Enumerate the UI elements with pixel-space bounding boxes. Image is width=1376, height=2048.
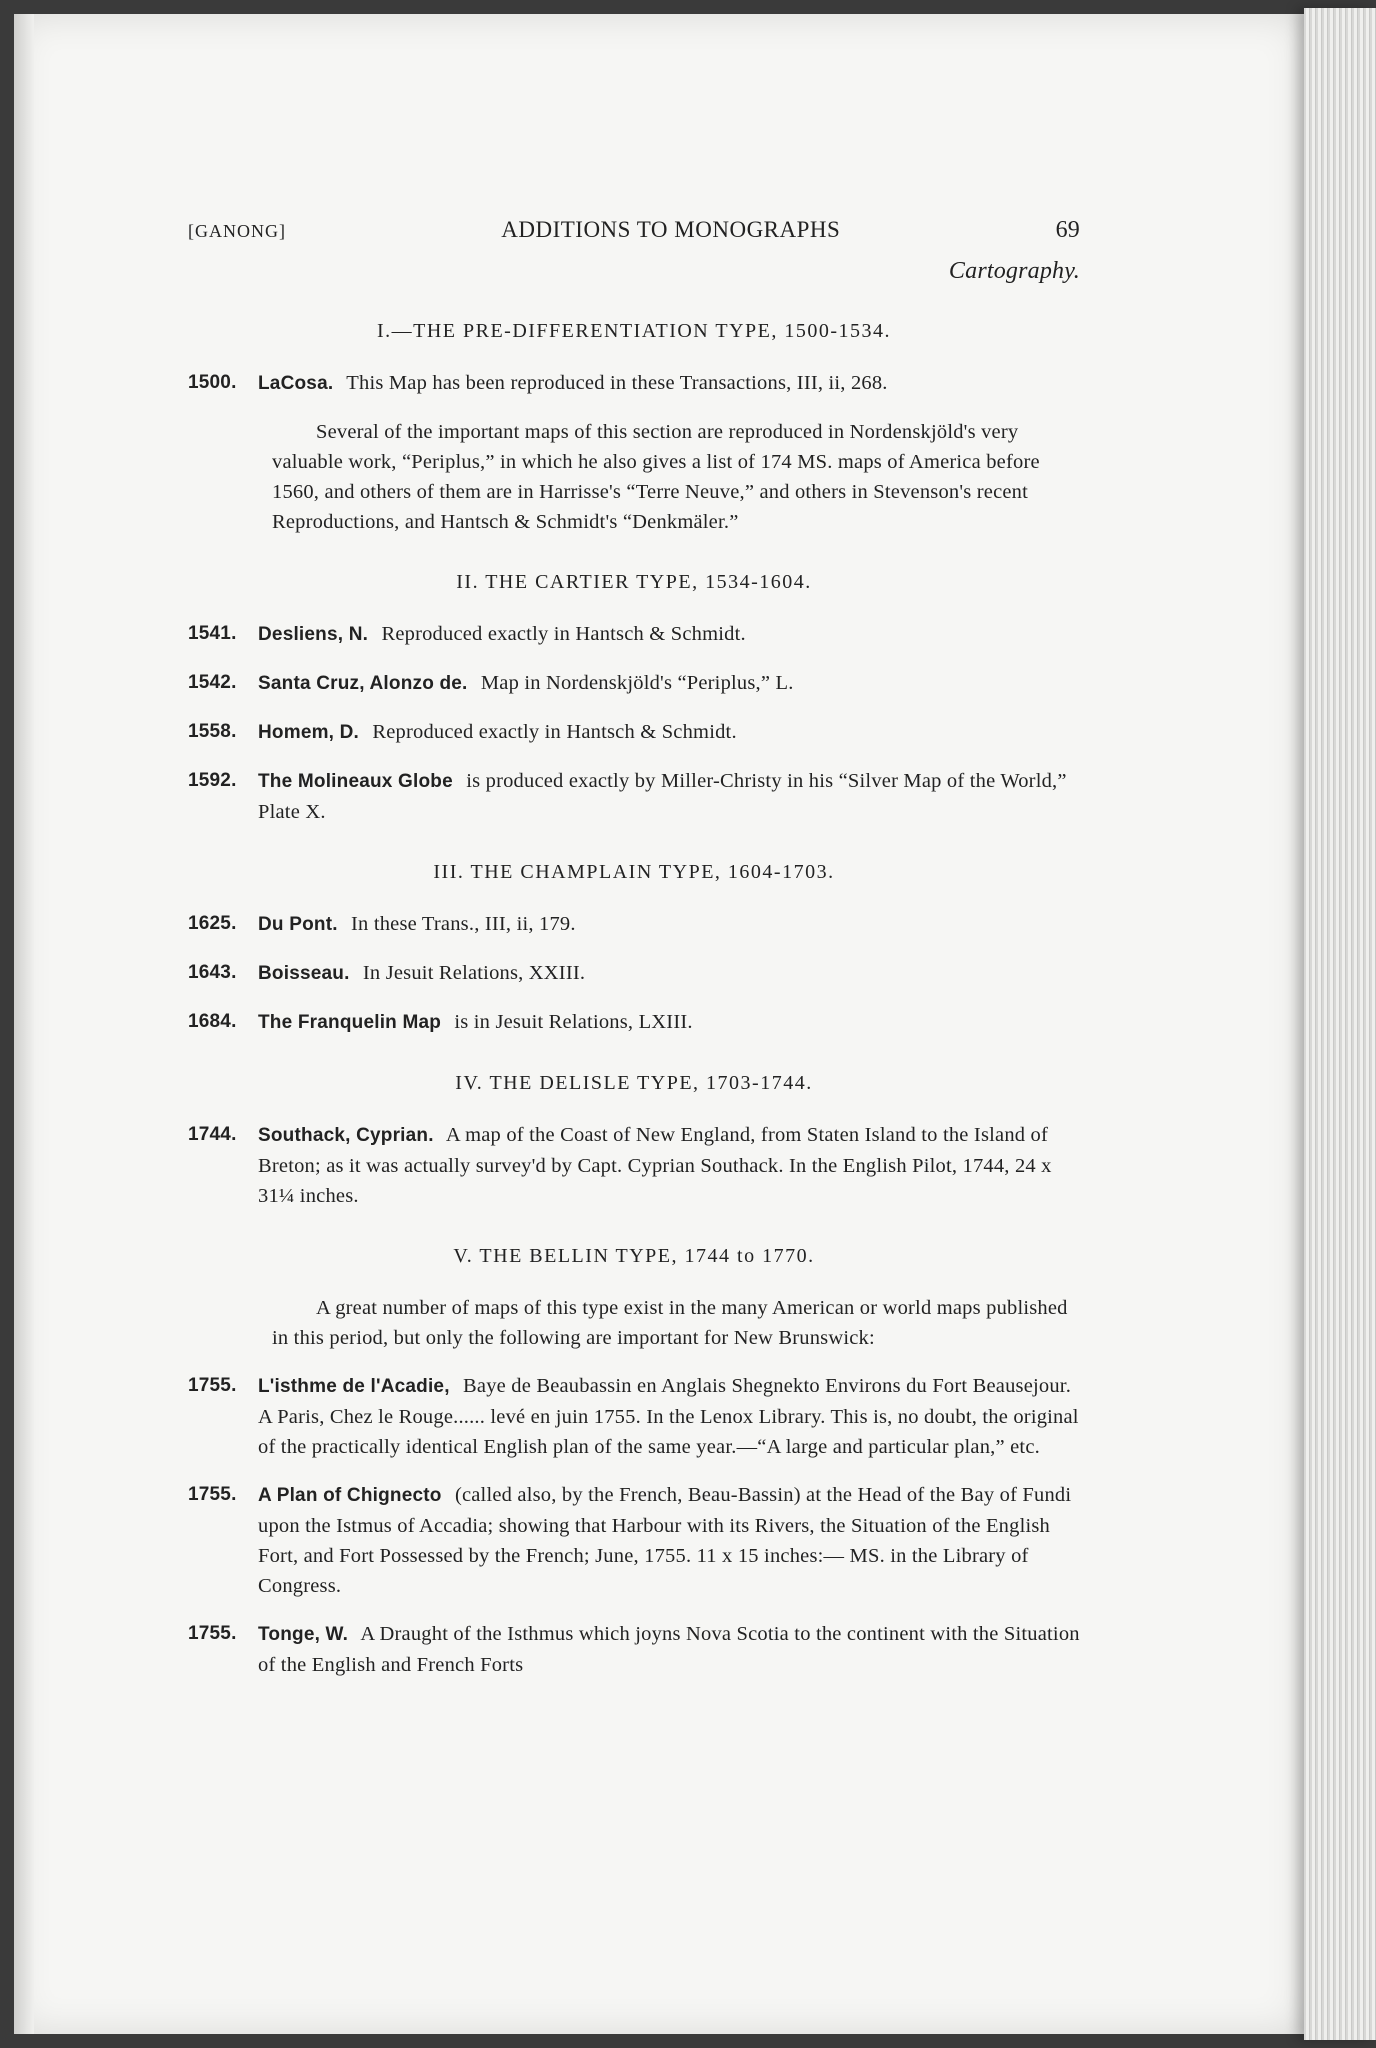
entry-name: L'isthme de l'Acadie, <box>258 1376 450 1397</box>
entry-name: Tonge, W. <box>258 1624 349 1645</box>
running-head <box>188 215 1080 246</box>
page-content <box>188 215 1080 1698</box>
section-heading: III. THE CHAMPLAIN TYPE, 1604-1703. <box>433 861 835 883</box>
map-entry <box>188 1120 1080 1211</box>
section-heading: V. THE BELLIN TYPE, 1744 to 1770. <box>453 1245 815 1267</box>
entry-description: Reproduced exactly in Hantsch & Schmidt. <box>372 721 737 743</box>
entry-description: Baye de Beaubassin en Anglais Shegnekto Environs du Fort Beausejour. A Paris, Chez le Rouge...... levé en juin 1755. In the Lenox Library. This is, no doubt, the original of the practically identical English plan of the same year.—“A large and particular plan,” etc. <box>258 1375 1079 1458</box>
page-number: 69 <box>1055 217 1080 243</box>
entry-text <box>258 1480 1080 1601</box>
section-paragraph: A great number of maps of this type exist in the many American or world maps published in this period, but only the following are important for New Brunswick: <box>272 1297 1068 1349</box>
map-entry <box>188 619 1080 650</box>
entry-text <box>258 717 1080 748</box>
entry-description: Reproduced exactly in Hantsch & Schmidt. <box>381 623 746 645</box>
running-head-title: ADDITIONS TO MONOGRAPHS <box>501 217 841 242</box>
section-heading: I.—THE PRE-DIFFERENTIATION TYPE, 1500-1534. <box>376 320 892 342</box>
entry-name: Homem, D. <box>258 722 360 743</box>
entry-text <box>258 909 1080 940</box>
section-paragraph: Several of the important maps of this section are reproduced in Nordenskjöld's very valuable work, “Periplus,” in which he also gives a list of 174 MS. maps of America before 1560, and others of them are in Harrisse's “Terre Neuve,” and others in Stevenson's recent Reproductions, and Hantsch & Schmidt's “Denkmäler.” <box>272 421 1040 533</box>
entry-text <box>258 1619 1080 1680</box>
entry-text <box>258 668 1080 699</box>
entry-year: 1643. <box>188 962 237 983</box>
entry-text <box>258 368 1080 399</box>
section-heading: II. THE CARTIER TYPE, 1534-1604. <box>456 571 812 593</box>
entry-name: Southack, Cyprian. <box>258 1125 434 1146</box>
entry-description: This Map has been reproduced in these Transactions, III, ii, 268. <box>346 372 888 394</box>
entry-year: 1558. <box>188 721 237 742</box>
map-entry <box>188 368 1080 399</box>
entry-year: 1541. <box>188 623 237 644</box>
map-entry <box>188 668 1080 699</box>
entry-description: (called also, by the French, Beau-Bassin) at the Head of the Bay of Fundi upon the Istmus of Accadia; showing that Harbour with its Rivers, the Situation of the English Fort, and Fort Possessed by the French; June, 1755. 11 x 15 inches:— MS. in the Library of Congress. <box>258 1484 1072 1597</box>
map-entry <box>188 1619 1080 1680</box>
entry-text <box>258 1007 1080 1038</box>
entry-year: 1755. <box>188 1623 237 1644</box>
subject-heading: Cartography. <box>948 258 1080 284</box>
page-block-edges <box>1304 8 1376 2040</box>
entry-name: Boisseau. <box>258 963 350 984</box>
entry-year: 1625. <box>188 913 237 934</box>
entry-year: 1755. <box>188 1484 237 1505</box>
entry-name: The Molineaux Globe <box>258 771 453 792</box>
entry-description: In these Trans., III, ii, 179. <box>351 913 576 935</box>
entry-name: Desliens, N. <box>258 624 369 645</box>
map-entry <box>188 1480 1080 1601</box>
entry-name: The Franquelin Map <box>258 1012 442 1033</box>
entry-year: 1755. <box>188 1375 237 1396</box>
entry-name: A Plan of Chignecto <box>258 1485 442 1506</box>
entry-name: LaCosa. <box>258 373 334 394</box>
entry-description: A map of the Coast of New England, from Staten Island to the Island of Breton; as it was actually survey'd by Capt. Cyprian Southack. In the English Pilot, 1744, 24 x 31¼ inches. <box>258 1124 1052 1207</box>
map-entry <box>188 1007 1080 1038</box>
map-entry <box>188 909 1080 940</box>
entry-text <box>258 619 1080 650</box>
running-head-author: [GANONG] <box>188 221 286 241</box>
entry-year: 1592. <box>188 770 237 791</box>
entry-name: Santa Cruz, Alonzo de. <box>258 673 468 694</box>
entry-text <box>258 766 1080 827</box>
entry-name: Du Pont. <box>258 914 338 935</box>
entry-text <box>258 1371 1080 1462</box>
entry-year: 1542. <box>188 672 237 693</box>
entry-description: is in Jesuit Relations, LXIII. <box>454 1011 693 1033</box>
entry-year: 1684. <box>188 1011 237 1032</box>
map-entry <box>188 766 1080 827</box>
map-entry <box>188 1371 1080 1462</box>
entry-description: In Jesuit Relations, XXIII. <box>362 962 586 984</box>
entry-description: is produced exactly by Miller-Christy in his “Silver Map of the World,” Plate X. <box>258 770 1067 823</box>
section-heading: IV. THE DELISLE TYPE, 1703-1744. <box>455 1072 813 1094</box>
entry-description: A Draught of the Isthmus which joyns Nova Scotia to the continent with the Situation of the English and French Forts <box>258 1623 1080 1676</box>
entry-text <box>258 958 1080 989</box>
map-entry <box>188 717 1080 748</box>
entry-year: 1744. <box>188 1124 237 1145</box>
entry-description: Map in Nordenskjöld's “Periplus,” L. <box>480 672 794 694</box>
map-entry <box>188 958 1080 989</box>
entry-text <box>258 1120 1080 1211</box>
entry-year: 1500. <box>188 372 237 393</box>
page-left-edge <box>14 14 34 2034</box>
